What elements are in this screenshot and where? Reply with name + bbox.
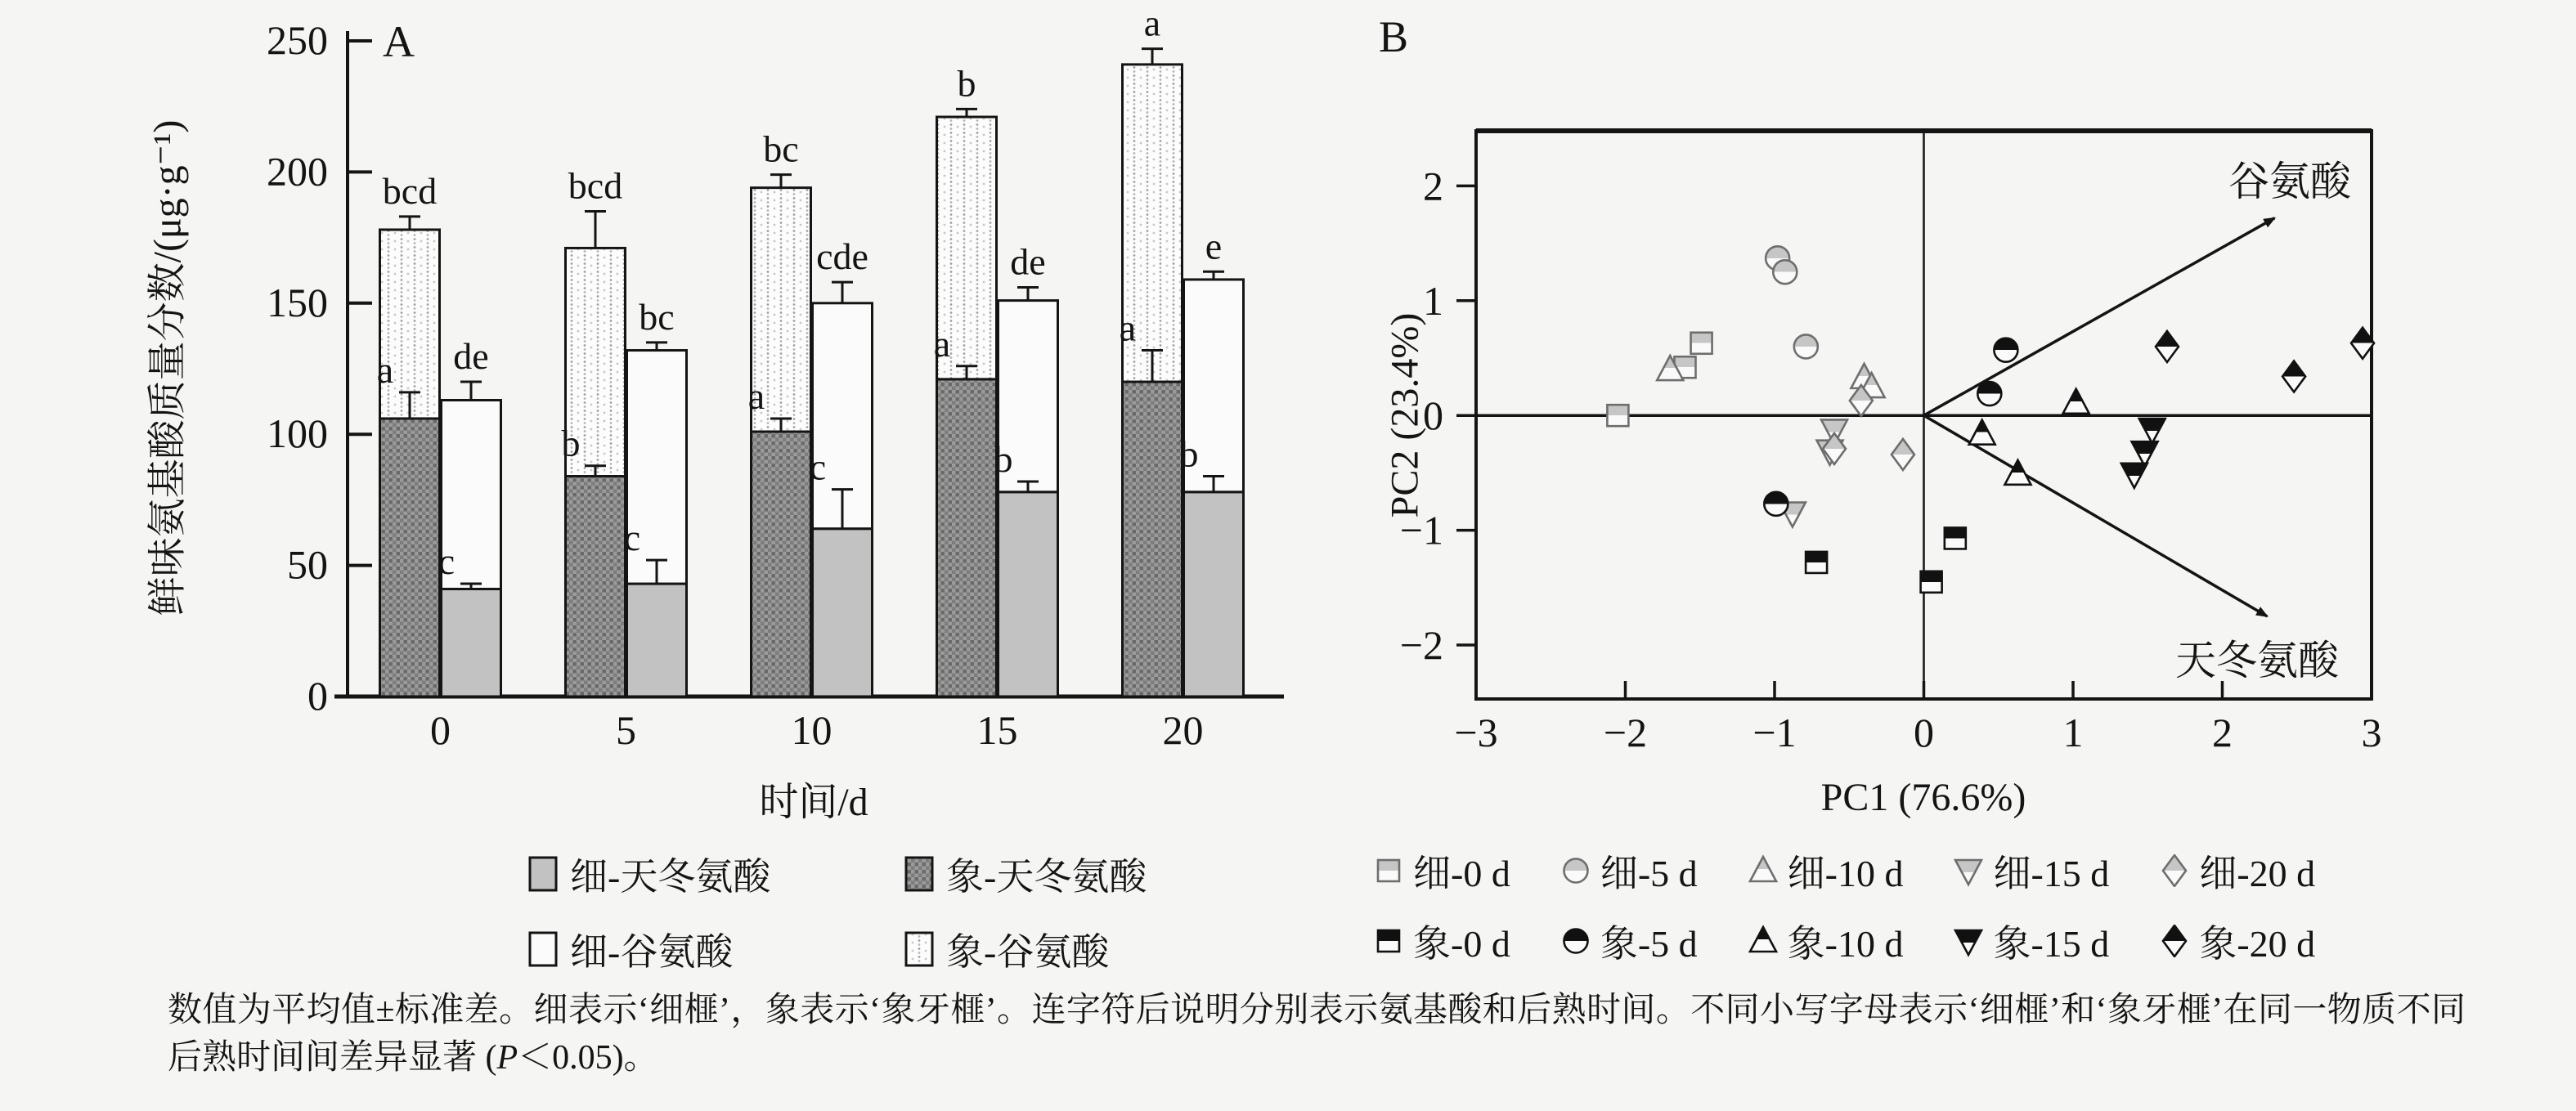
legend-b-item (1560, 914, 1698, 968)
legend-a-label: 象-天冬氨酸 (946, 856, 1147, 898)
pca-point (1945, 527, 1966, 549)
legend-b-label: 象-10 d (1787, 923, 1904, 965)
legend-b-item (1560, 844, 1698, 898)
svg-text:c: c (438, 540, 456, 583)
svg-text:b: b (1179, 432, 1199, 475)
svg-text:15: 15 (976, 707, 1018, 753)
pca-point (1977, 382, 2001, 405)
svg-text:0: 0 (1914, 710, 1934, 755)
legend-b-label: 象-0 d (1413, 923, 1510, 965)
legend-b-label: 细-20 d (2199, 853, 2316, 894)
caption-text-1: 数值为平均值±标准差。细表示‘细榧’，象表示‘象牙榧’。连字符后说明分别表示氨基酸和后熟时间。不同小写字母表示‘细榧’和‘象牙榧’在同一物质不同后熟时间间差异显著 ( (168, 992, 2466, 1077)
svg-text:b: b (561, 422, 581, 464)
legend-b-item (2158, 844, 2315, 898)
svg-text:cde: cde (816, 235, 868, 278)
panel-b-x-axis-label: PC1 (76.6%) (1820, 776, 2026, 819)
svg-text:b: b (994, 437, 1013, 480)
legend-a-label: 细-天冬氨酸 (570, 856, 771, 898)
triangle-marker-icon (1747, 925, 1779, 957)
legend-b-item (1372, 844, 1510, 898)
pca-point (1994, 338, 2017, 362)
svg-text:bcd: bcd (568, 164, 623, 207)
pca-point (1794, 334, 1818, 358)
triangle-down-marker-icon (1952, 854, 1985, 887)
svg-text:c: c (623, 517, 641, 559)
pca-point (1773, 260, 1797, 284)
svg-text:a: a (747, 374, 765, 417)
svg-text:a: a (1143, 2, 1161, 44)
legend-b-item (1952, 844, 2109, 898)
svg-text:0: 0 (1423, 392, 1443, 439)
pca-point (2282, 361, 2305, 392)
svg-text:250: 250 (267, 17, 328, 63)
figure-caption (168, 988, 2466, 1082)
legend-b-label: 象-20 d (2199, 923, 2316, 965)
xiang-asp-swatch-icon (904, 855, 935, 893)
svg-text:0: 0 (307, 673, 328, 719)
panel-a-bar-chart (98, 0, 1292, 842)
pca-point (2156, 331, 2179, 362)
triangle-down-marker-icon (1952, 925, 1985, 957)
svg-text:3: 3 (2361, 710, 2382, 755)
svg-text:0: 0 (430, 707, 451, 753)
svg-text:a: a (1119, 307, 1137, 349)
pca-point (1892, 439, 1914, 470)
panel-b-pca-plot (1333, 0, 2576, 842)
triangle-marker-icon (1747, 854, 1779, 887)
panel-a-letter: A (383, 17, 415, 66)
legend-a-item (527, 847, 904, 901)
circle-marker-icon (1560, 925, 1592, 957)
panel-b-y-axis-label: PC2 (23.4%) (1383, 312, 1427, 518)
legend-a-item (527, 922, 904, 976)
svg-text:e: e (1205, 225, 1223, 267)
panel-a-x-axis-label: 时间/d (759, 781, 868, 824)
legend-a-label: 细-谷氨酸 (570, 931, 734, 973)
xiang-glu-swatch-icon (904, 930, 935, 968)
svg-text:5: 5 (616, 707, 636, 753)
svg-text:c: c (809, 446, 827, 488)
svg-text:1: 1 (1423, 277, 1443, 324)
panel-a-legend (527, 847, 1280, 976)
svg-text:−1: −1 (1399, 507, 1443, 553)
svg-text:b: b (957, 62, 976, 105)
diamond-marker-icon (2158, 925, 2191, 957)
svg-text:a: a (376, 348, 394, 391)
legend-b-item (1372, 914, 1510, 968)
svg-text:−2: −2 (1603, 710, 1648, 755)
svg-text:1: 1 (2062, 710, 2084, 755)
svg-text:−3: −3 (1454, 710, 1498, 755)
svg-text:de: de (453, 335, 489, 378)
legend-a-label: 象-谷氨酸 (946, 931, 1110, 973)
svg-text:100: 100 (267, 410, 328, 457)
caption-p-symbol: P (496, 1038, 518, 1077)
legend-b-item (1747, 914, 1904, 968)
legend-a-item (904, 922, 1280, 976)
panel-b-legend (1372, 844, 2315, 984)
legend-b-label: 细-0 d (1413, 853, 1510, 894)
legend-b-row2 (1372, 914, 2315, 968)
svg-text:−1: −1 (1752, 710, 1797, 755)
svg-text:2: 2 (1423, 163, 1443, 209)
square-marker-icon (1372, 854, 1405, 887)
xi-asp-swatch-icon (527, 855, 559, 893)
pca-point (2063, 389, 2089, 414)
diamond-marker-icon (2158, 854, 2191, 887)
pca-point (1764, 492, 1788, 516)
legend-b-label: 象-5 d (1600, 923, 1698, 965)
legend-b-item (2158, 914, 2315, 968)
svg-text:bc: bc (639, 295, 675, 338)
square-marker-icon (1372, 925, 1405, 957)
legend-b-item (1952, 914, 2109, 968)
legend-b-item (1747, 844, 1904, 898)
svg-text:de: de (1010, 240, 1046, 283)
pca-point (1806, 552, 1827, 573)
svg-text:2: 2 (2212, 710, 2233, 755)
legend-b-row1 (1372, 844, 2315, 898)
pca-point (1921, 571, 1942, 593)
svg-text:10: 10 (791, 707, 832, 753)
svg-text:a: a (933, 322, 951, 365)
svg-text:bcd: bcd (382, 169, 438, 212)
legend-b-label: 象-15 d (1993, 923, 2110, 965)
svg-text:50: 50 (287, 541, 328, 588)
xi-glu-swatch-icon (527, 930, 559, 968)
legend-b-label: 细-5 d (1600, 853, 1698, 894)
pca-point (1691, 333, 1712, 354)
legend-b-label: 细-10 d (1787, 853, 1904, 894)
caption-text-2: ＜0.05)。 (518, 1038, 658, 1077)
pca-point (1969, 420, 1995, 445)
aspartate-arrow-label: 天冬氨酸 (2175, 638, 2339, 683)
pca-point (2139, 419, 2165, 443)
pca-point (1607, 405, 1628, 426)
panel-a-y-axis-label: 鲜味氨基酸质量分数/(μg·g⁻¹) (146, 119, 190, 616)
svg-text:150: 150 (267, 279, 328, 325)
legend-a-item (904, 847, 1280, 901)
pca-point (2121, 464, 2147, 488)
circle-marker-icon (1560, 854, 1592, 887)
svg-text:20: 20 (1162, 707, 1204, 753)
legend-b-label: 细-15 d (1993, 853, 2110, 894)
svg-text:−2: −2 (1399, 622, 1443, 669)
glutamate-arrow-label: 谷氨酸 (2228, 159, 2351, 204)
svg-text:200: 200 (267, 148, 328, 195)
svg-text:bc: bc (763, 128, 799, 170)
panel-b-letter: B (1379, 12, 1409, 61)
